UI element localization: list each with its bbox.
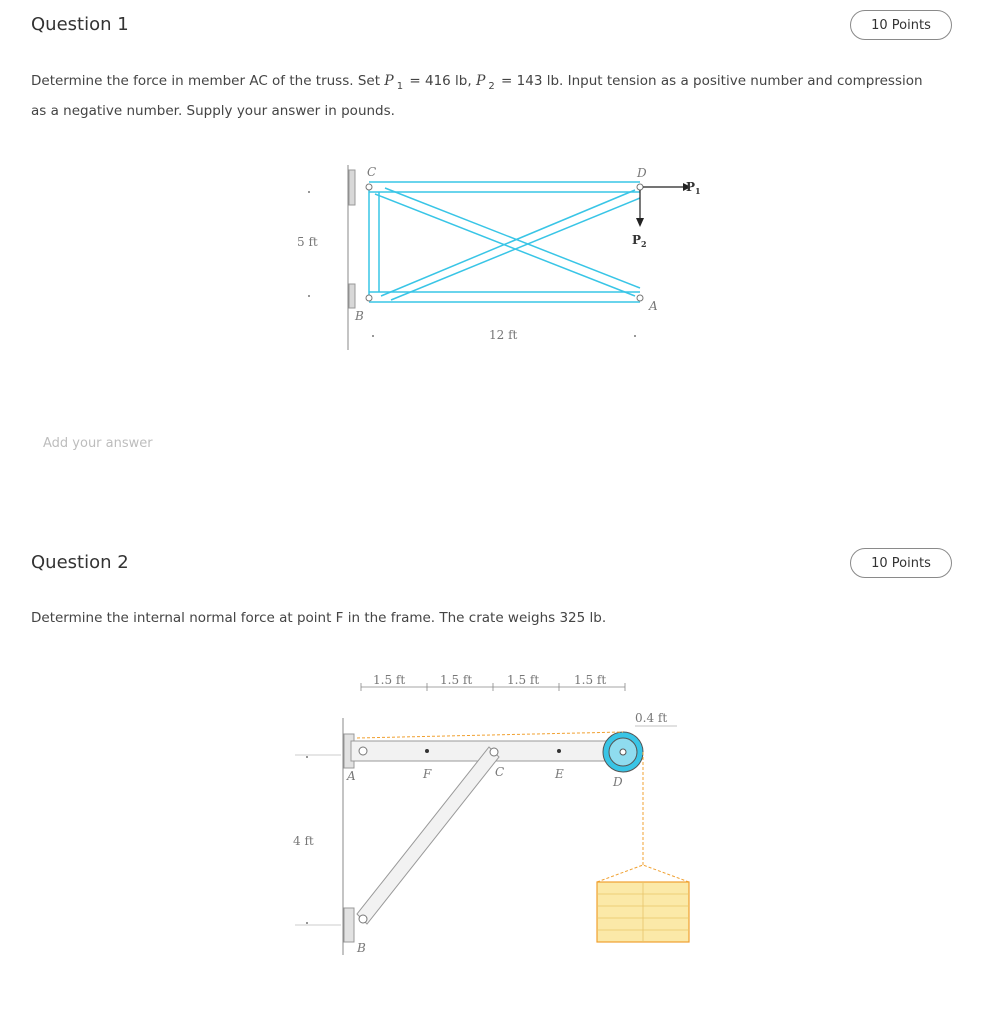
- label-dim-3: 1.5 ft: [507, 673, 540, 687]
- member-ca-edge: [385, 188, 640, 288]
- label-b: B: [357, 941, 366, 955]
- p2-symbol: P: [475, 73, 486, 89]
- label-b: B: [355, 309, 364, 323]
- prompt-text: Determine the force in member AC of the truss. Set: [31, 73, 385, 89]
- dim-tick: [306, 756, 308, 758]
- pin-d: [637, 184, 643, 190]
- pin-b: [359, 915, 367, 923]
- label-a: A: [649, 299, 658, 313]
- pulley-axle: [620, 749, 626, 755]
- pin-a: [637, 295, 643, 301]
- p1-subscript: 1: [396, 81, 404, 92]
- p1-value: = 416 lb,: [405, 73, 476, 89]
- support-b: [344, 908, 354, 942]
- label-p2: $P_2$: [632, 233, 647, 249]
- member-bd-edge: [391, 198, 640, 300]
- member-bd: [381, 190, 635, 296]
- dim-tick: [308, 191, 310, 193]
- label-radius: 0.4 ft: [635, 711, 668, 725]
- p2-value: = 143 lb. Input tension as a positive number and compression: [496, 73, 923, 89]
- frame-figure: [285, 660, 705, 960]
- prompt-text-line2: as a negative number. Supply your answer in pounds.: [31, 103, 395, 119]
- truss-figure: [285, 160, 705, 355]
- question-1-answer-input[interactable]: [31, 428, 575, 458]
- pin-b: [366, 295, 372, 301]
- label-c: C: [495, 765, 505, 779]
- label-c: C: [367, 165, 377, 179]
- question-2-prompt: Determine the internal normal force at point F in the frame. The crate weighs 325 lb.: [31, 610, 607, 626]
- dim-tick: [306, 922, 308, 924]
- label-dim-2: 1.5 ft: [440, 673, 473, 687]
- dim-tick: [308, 295, 310, 297]
- question-2-title: Question 2: [31, 552, 129, 573]
- label-p1: $P_1$: [686, 180, 701, 196]
- label-height: 4 ft: [293, 834, 314, 848]
- label-d: D: [613, 775, 623, 789]
- pin-a: [359, 747, 367, 755]
- truss-members: [369, 182, 640, 302]
- pin-c: [490, 748, 498, 756]
- support-c: [349, 170, 355, 205]
- label-d: D: [637, 166, 647, 180]
- label-a: A: [347, 769, 356, 783]
- question-1-prompt: [31, 67, 961, 125]
- label-width: 12 ft: [489, 328, 518, 342]
- question-1-title: Question 1: [31, 14, 129, 35]
- dim-tick: [372, 335, 374, 337]
- dim-tick: [634, 335, 636, 337]
- question-2-points-badge: 10 Points: [850, 548, 952, 578]
- support-b: [349, 284, 355, 308]
- load-p2-arrowhead: [636, 218, 644, 227]
- label-e: E: [555, 767, 564, 781]
- label-dim-1: 1.5 ft: [373, 673, 406, 687]
- p2-subscript: 2: [488, 81, 495, 92]
- label-height: 5 ft: [297, 235, 318, 249]
- question-1-points-badge: 10 Points: [850, 10, 952, 40]
- point-f-dot: [425, 749, 429, 753]
- p1-symbol: P: [384, 73, 394, 89]
- cable-top: [357, 732, 623, 738]
- pin-c: [366, 184, 372, 190]
- point-e-dot: [557, 749, 561, 753]
- crate-sling: [597, 865, 689, 882]
- label-dim-4: 1.5 ft: [574, 673, 607, 687]
- label-f: F: [423, 767, 432, 781]
